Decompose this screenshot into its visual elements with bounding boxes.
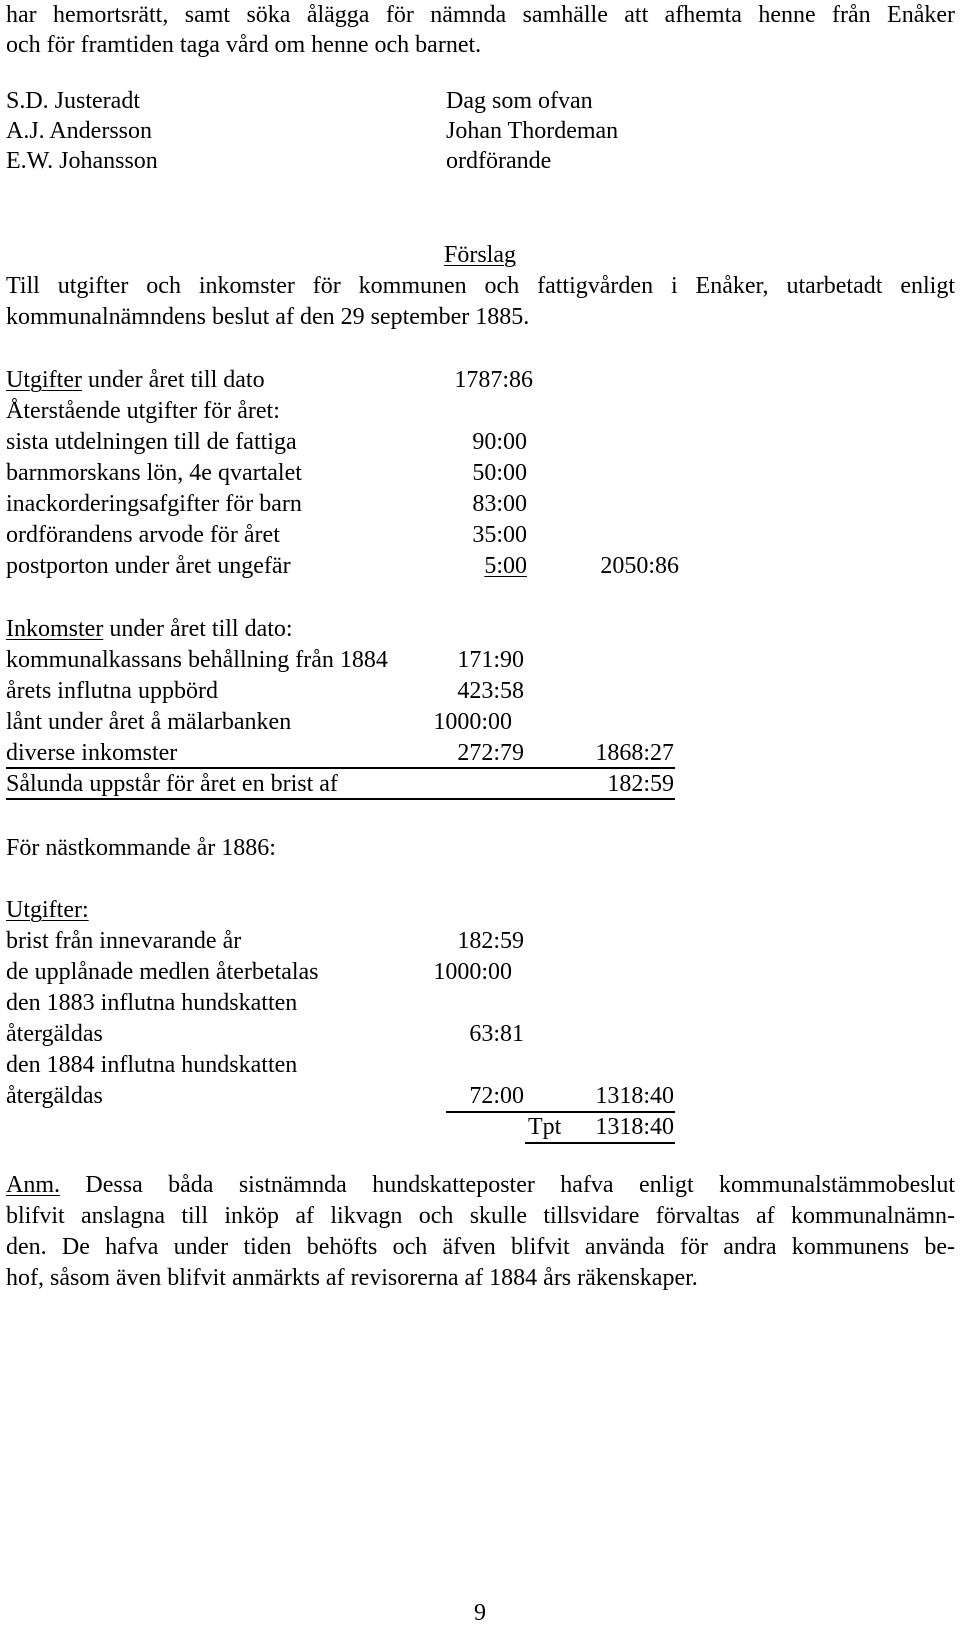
expense-item-label: ordförandens arvode för året [6,522,280,548]
income-item-amount: 423:58 [457,678,524,704]
income-item-amount: 272:79 [457,740,524,766]
income-total: 1868:27 [595,740,674,766]
signature-left-2: A.J. Andersson [6,118,153,144]
signature-right-2: Johan Thordeman [446,118,619,144]
proposal-line-2: kommunalnämndens beslut af den 29 september 1885. [6,304,530,330]
page-number: 9 [474,1600,486,1626]
next-year-heading: För nästkommande år 1886: [6,835,276,861]
expense-item-label: inackorderingsafgifter för barn [6,491,302,517]
note-line-2: blifvit anslagna till inköp af likvagn och skulle tillsvidare förvaltas af kommunalnämn- [6,1203,955,1229]
next-year-item-label: den 1883 influtna hundskatten [6,990,298,1016]
next-year-item-label: de upplånade medlen återbetalas [6,959,319,985]
next-year-item-amount: 72:00 [469,1083,524,1109]
expenses-heading [6,365,265,396]
deficit-label: Sålunda uppstår för året en brist af [6,771,338,797]
signature-left-1: S.D. Justeradt [6,88,140,114]
income-item-label: diverse inkomster [6,740,178,766]
income-item-label: lånt under året å mälarbanken [6,709,292,735]
signature-right-1: Dag som ofvan [446,88,593,114]
next-year-item-label: den 1884 influtna hundskatten [6,1052,298,1078]
next-year-item-label: återgäldas [6,1021,103,1047]
expense-item-amount: 83:00 [472,491,527,517]
income-heading [6,614,293,645]
expenses-label: Utgifter [6,367,82,393]
next-year-expenses-label: Utgifter: [6,897,89,923]
next-year-item-amount: 63:81 [469,1021,524,1047]
next-year-item-label: brist från innevarande år [6,928,242,954]
note-line-4: hof, såsom även blifvit anmärkts af revisorerna af 1884 års räkenskaper. [6,1265,698,1291]
income-item-label: kommunalkassans behållning från 1884 [6,647,388,673]
note-label: Anm. [6,1172,60,1198]
next-year-item-label: återgäldas [6,1083,103,1109]
income-item-amount: 1000:00 [433,709,512,735]
expenses-label-rest: under året till dato [81,367,265,393]
deficit-amount: 182:59 [607,771,674,797]
tpt-amount: 1318:40 [595,1114,674,1140]
income-item-amount: 171:90 [457,647,524,673]
proposal-line-1: Till utgifter och inkomster för kommunen och fattigvården i Enåker, utarbetadt enligt [6,273,955,299]
tpt-label: Tpt [528,1114,562,1140]
intro-line-1: har hemortsrätt, samt söka ålägga för nämnda samhälle att afhemta henne från Enåker [6,2,955,28]
next-year-total: 1318:40 [595,1083,674,1109]
signature-left-3: E.W. Johansson [6,148,158,174]
divider [6,798,675,800]
expenses-total: 2050:86 [600,553,679,579]
income-label-rest: under året till dato: [103,616,293,642]
signature-right-3: ordförande [446,148,552,174]
income-item-label: årets influtna uppbörd [6,678,218,704]
note-line-1 [6,1170,955,1201]
expense-item-label: sista utdelningen till de fattiga [6,429,297,455]
income-label: Inkomster [6,616,104,642]
expense-item-amount: 90:00 [472,429,527,455]
expenses-to-date-amount: 1787:86 [454,367,533,393]
proposal-heading: Förslag [444,242,516,268]
remaining-heading: Återstående utgifter för året: [6,398,280,424]
expense-item-amount: 50:00 [472,460,527,486]
next-year-item-amount: 1000:00 [433,959,512,985]
expense-item-label: postporton under året ungefär [6,553,291,579]
divider [525,1142,675,1144]
expense-item-amount: 5:00 [484,553,527,579]
note-line-3: den. De hafva under tiden behöfts och äfven blifvit använda för andra kommunens be- [6,1234,955,1260]
expense-item-amount: 35:00 [472,522,527,548]
next-year-item-amount: 182:59 [457,928,524,954]
intro-line-2: och för framtiden taga vård om henne och barnet. [6,32,482,58]
note-line-1-rest: Dessa båda sistnämnda hundskatteposter hafva enligt kommunalstämmobeslut [60,1172,955,1198]
expense-item-label: barnmorskans lön, 4e qvartalet [6,460,302,486]
